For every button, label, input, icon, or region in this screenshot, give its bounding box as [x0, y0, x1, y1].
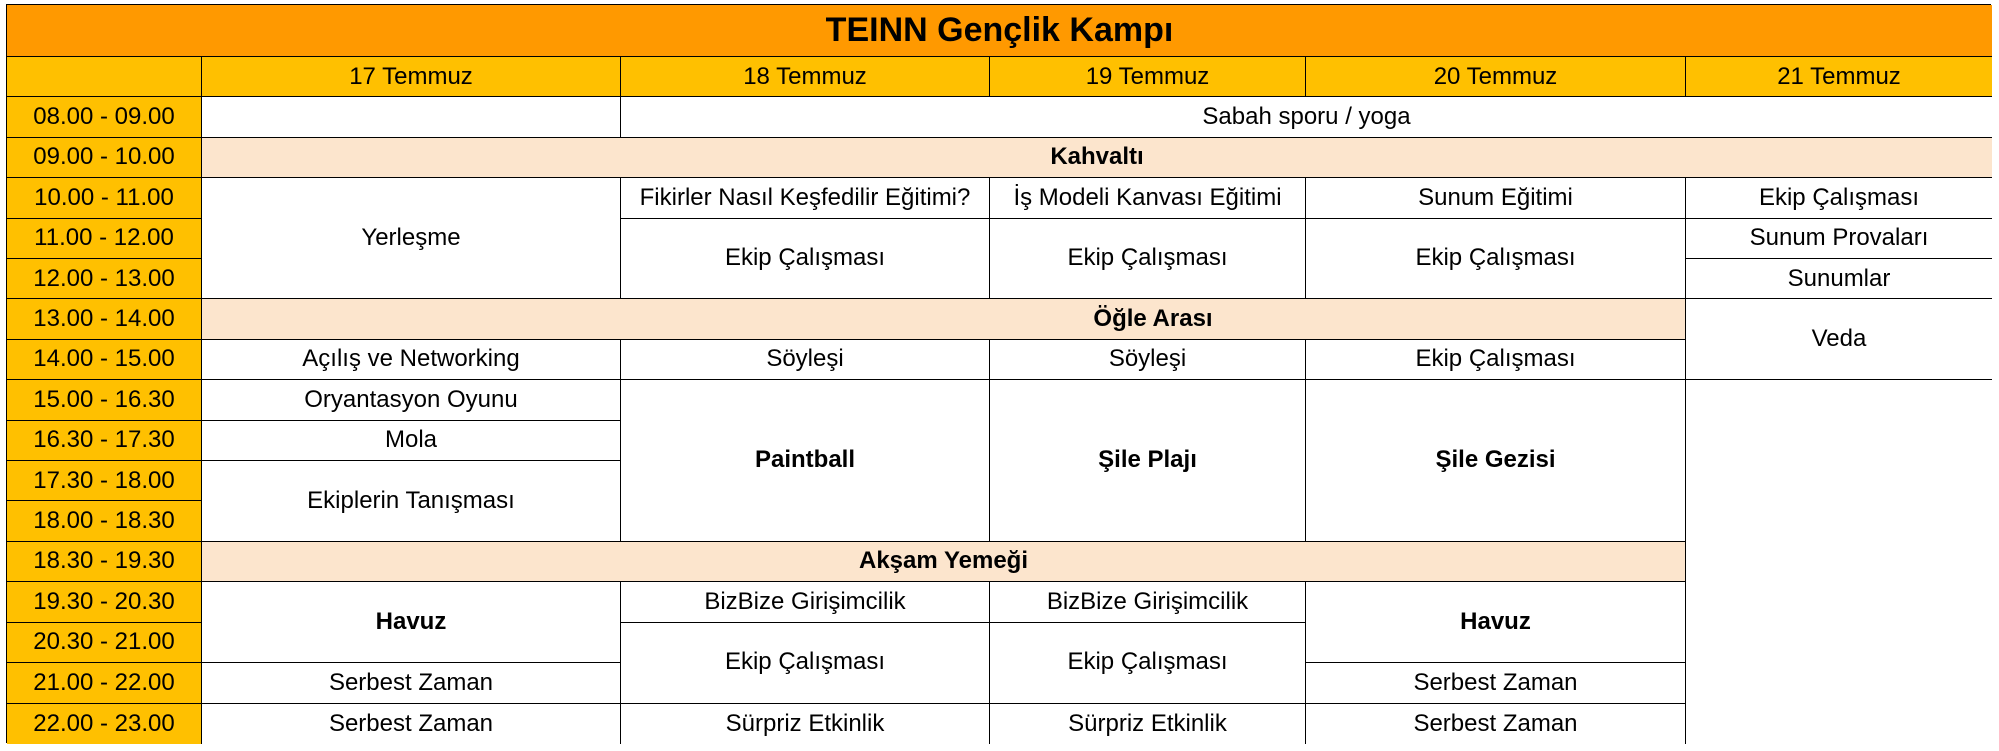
event-sabah-sporu[interactable]: Sabah sporu / yoga — [621, 97, 1992, 137]
lunch-band-cell[interactable] — [202, 299, 621, 339]
time-cell[interactable]: 18.30 - 19.30 — [7, 542, 202, 582]
event-kahvalti[interactable]: Kahvaltı — [202, 138, 1992, 178]
event-ekip-calismasi[interactable]: Ekip Çalışması — [621, 623, 990, 704]
event-havuz[interactable]: Havuz — [1306, 582, 1686, 663]
event-serbest-zaman[interactable]: Serbest Zaman — [202, 704, 621, 744]
event-ekip-calismasi[interactable]: Ekip Çalışması — [1306, 219, 1686, 300]
event-is-modeli-egitimi[interactable]: İş Modeli Kanvası Eğitimi — [990, 178, 1306, 218]
time-cell[interactable]: 15.00 - 16.30 — [7, 380, 202, 420]
event-bizbize-girisimcilik[interactable]: BizBize Girişimcilik — [990, 582, 1306, 622]
time-cell[interactable]: 18.00 - 18.30 — [7, 501, 202, 541]
time-cell[interactable]: 20.30 - 21.00 — [7, 623, 202, 663]
event-ekip-calismasi[interactable]: Ekip Çalışması — [1306, 340, 1686, 380]
time-cell[interactable]: 19.30 - 20.30 — [7, 582, 202, 622]
day-header-18[interactable]: 18 Temmuz — [621, 57, 990, 97]
time-cell[interactable]: 12.00 - 13.00 — [7, 259, 202, 299]
day-header-20[interactable]: 20 Temmuz — [1306, 57, 1686, 97]
event-ekip-calismasi[interactable]: Ekip Çalışması — [990, 623, 1306, 704]
event-ogle-arasi[interactable]: Öğle Arası — [621, 299, 1686, 339]
event-sile-plaji[interactable]: Şile Plajı — [990, 380, 1306, 542]
event-serbest-zaman[interactable]: Serbest Zaman — [202, 663, 621, 703]
time-cell[interactable]: 08.00 - 09.00 — [7, 97, 202, 137]
event-surpriz-etkinlik[interactable]: Sürpriz Etkinlik — [990, 704, 1306, 744]
time-cell[interactable]: 17.30 - 18.00 — [7, 461, 202, 501]
event-ekip-calismasi[interactable]: Ekip Çalışması — [621, 219, 990, 300]
header-blank-cell[interactable] — [7, 57, 202, 97]
event-aksam-yemegi[interactable]: Akşam Yemeği — [202, 542, 1686, 582]
event-sunum-provalari[interactable]: Sunum Provaları — [1686, 219, 1992, 259]
time-cell[interactable]: 11.00 - 12.00 — [7, 219, 202, 259]
event-soylesi[interactable]: Söyleşi — [990, 340, 1306, 380]
time-cell[interactable]: 09.00 - 10.00 — [7, 138, 202, 178]
event-havuz[interactable]: Havuz — [202, 582, 621, 663]
event-sunumlar[interactable]: Sunumlar — [1686, 259, 1992, 299]
schedule-table — [6, 4, 1991, 743]
event-oryantasyon-oyunu[interactable]: Oryantasyon Oyunu — [202, 380, 621, 420]
event-soylesi[interactable]: Söyleşi — [621, 340, 990, 380]
day-header-19[interactable]: 19 Temmuz — [990, 57, 1306, 97]
empty-cell[interactable] — [1686, 380, 1992, 744]
event-paintball[interactable]: Paintball — [621, 380, 990, 542]
time-cell[interactable]: 13.00 - 14.00 — [7, 299, 202, 339]
event-sile-gezisi[interactable]: Şile Gezisi — [1306, 380, 1686, 542]
event-surpriz-etkinlik[interactable]: Sürpriz Etkinlik — [621, 704, 990, 744]
event-sunum-egitimi[interactable]: Sunum Eğitimi — [1306, 178, 1686, 218]
time-cell[interactable]: 22.00 - 23.00 — [7, 704, 202, 744]
time-cell[interactable]: 10.00 - 11.00 — [7, 178, 202, 218]
schedule-title[interactable]: TEINN Gençlik Kampı — [7, 5, 1992, 57]
event-ekip-calismasi[interactable]: Ekip Çalışması — [990, 219, 1306, 300]
day-header-21[interactable]: 21 Temmuz — [1686, 57, 1992, 97]
time-cell[interactable]: 21.00 - 22.00 — [7, 663, 202, 703]
event-yerlesme[interactable]: Yerleşme — [202, 178, 621, 299]
event-acilis-networking[interactable]: Açılış ve Networking — [202, 340, 621, 380]
day-header-17[interactable]: 17 Temmuz — [202, 57, 621, 97]
event-serbest-zaman[interactable]: Serbest Zaman — [1306, 663, 1686, 703]
event-veda[interactable]: Veda — [1686, 299, 1992, 380]
time-cell[interactable]: 16.30 - 17.30 — [7, 421, 202, 461]
event-ekiplerin-tanismasi[interactable]: Ekiplerin Tanışması — [202, 461, 621, 542]
event-bizbize-girisimcilik[interactable]: BizBize Girişimcilik — [621, 582, 990, 622]
event-mola[interactable]: Mola — [202, 421, 621, 461]
time-cell[interactable]: 14.00 - 15.00 — [7, 340, 202, 380]
event-fikirler-egitimi[interactable]: Fikirler Nasıl Keşfedilir Eğitimi? — [621, 178, 990, 218]
empty-cell[interactable] — [202, 97, 621, 137]
event-serbest-zaman[interactable]: Serbest Zaman — [1306, 704, 1686, 744]
event-ekip-calismasi[interactable]: Ekip Çalışması — [1686, 178, 1992, 218]
